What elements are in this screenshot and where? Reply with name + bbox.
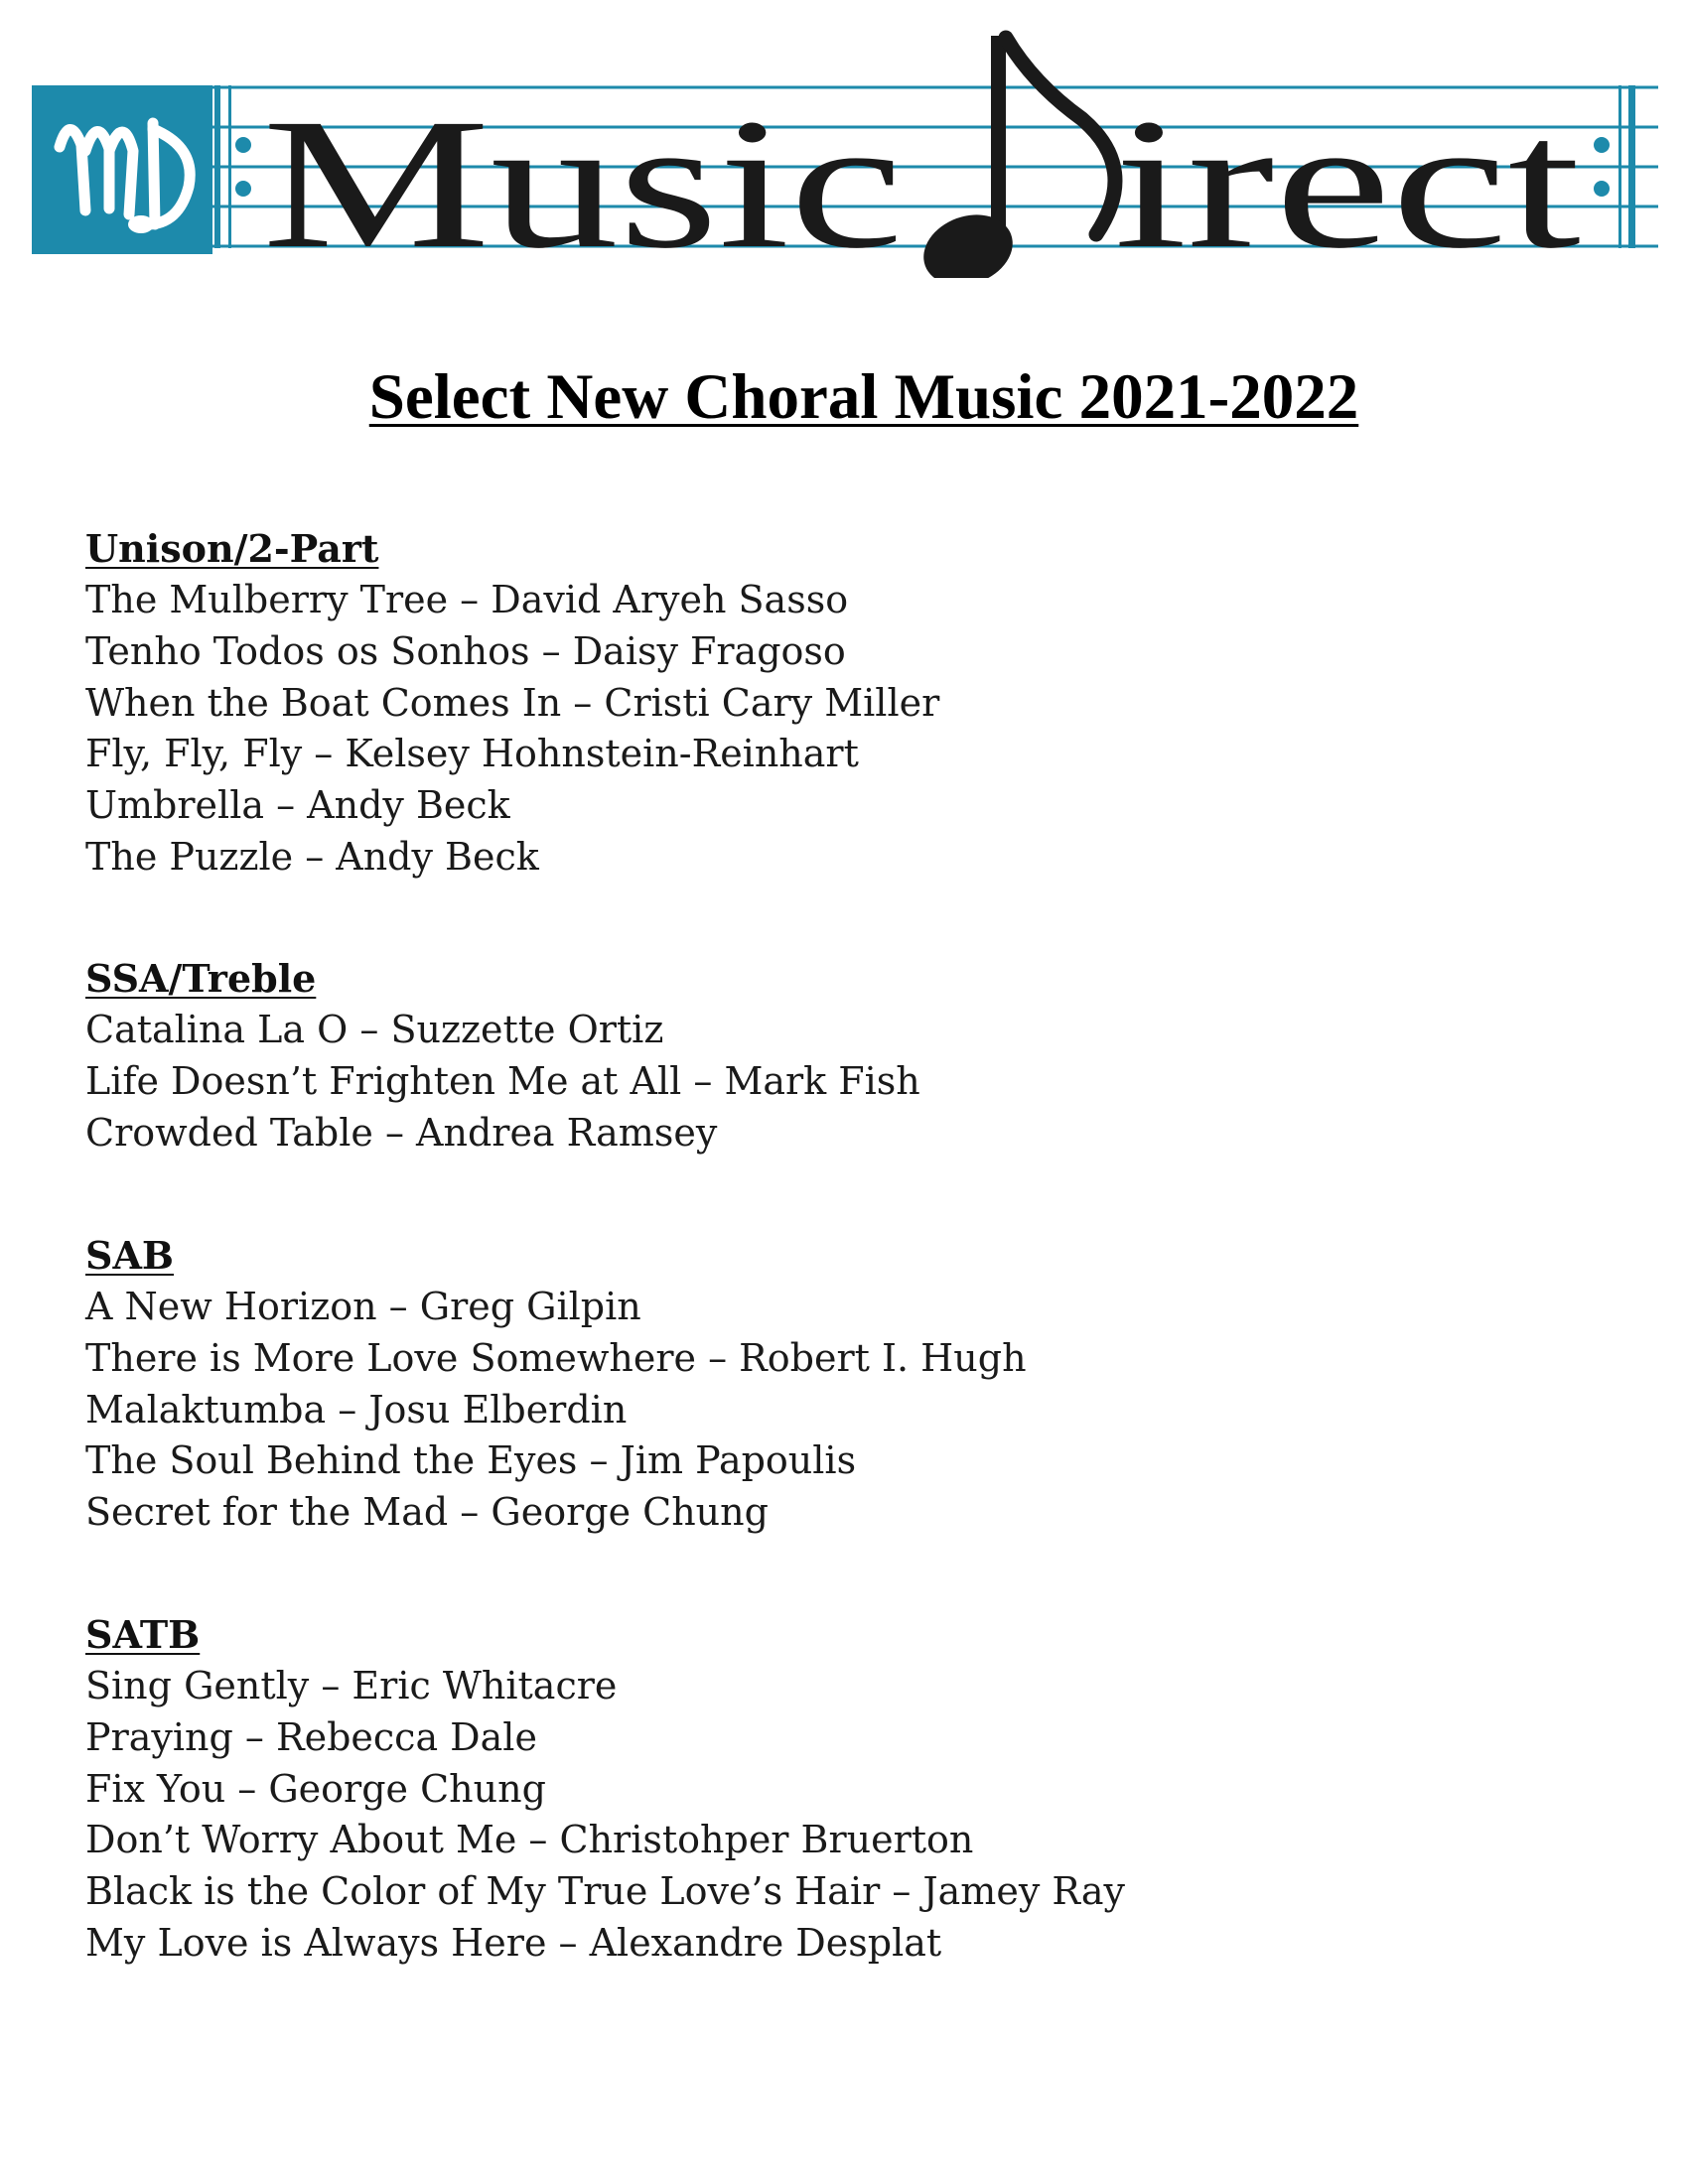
piece-list [85,575,1634,884]
section-ssa-treble [85,953,1634,1159]
section-heading: Unison/2-Part [85,526,379,571]
page-title: Select New Choral Music 2021-2022 [368,361,1359,433]
list-item: Malaktumba – Josu Elberdin [85,1387,628,1432]
list-item: My Love is Always Here – Alexandre Desplat [85,1920,942,1965]
list-item: Crowded Table – Andrea Ramsey [85,1110,718,1155]
list-item: Tenho Todos os Sonhos – Daisy Fragoso [85,628,846,673]
section-unison-2-part [85,523,1634,884]
section-heading: SATB [85,1612,201,1657]
list-item: Sing Gently – Eric Whitacre [85,1664,618,1707]
list-item: The Soul Behind the Eyes – Jim Papoulis [85,1438,857,1483]
piece-list [85,1005,1634,1159]
list-item: Don’t Worry About Me – Christohper Bruerton [85,1818,974,1862]
section-satb [85,1609,1634,1970]
list-item: Fly, Fly, Fly – Kelsey Hohnstein-Reinhart [85,732,859,776]
list-item: Life Doesn’t Frighten Me at All – Mark Fish [85,1058,920,1103]
list-item: Catalina La O – Suzzette Ortiz [85,1008,664,1051]
list-item: The Mulberry Tree – David Aryeh Sasso [85,578,849,621]
list-item: Umbrella – Andy Beck [85,783,510,828]
piece-list [85,1661,1634,1970]
section-heading: SAB [85,1233,175,1278]
wordmark-part-1: Music [262,79,904,278]
eighth-note-icon [914,36,1115,278]
list-item: Black is the Color of My True Love’s Hair – Jamey Ray [85,1869,1125,1914]
logo-graphic [30,30,1664,278]
list-item: Praying – Rebecca Dale [85,1714,537,1759]
music-direct-logo [30,30,1664,278]
list-item: The Puzzle – Andy Beck [85,834,539,879]
list-item: There is More Love Somewhere – Robert I. Hugh [85,1335,1027,1380]
list-item: Fix You – George Chung [85,1766,546,1811]
section-sab [85,1230,1634,1539]
section-heading: SSA/Treble [85,956,317,1001]
list-item: Secret for the Mad – George Chung [85,1490,769,1535]
piece-list [85,1282,1634,1539]
wordmark-part-2: irect [1114,79,1581,278]
list-item: When the Boat Comes In – Cristi Cary Miller [85,680,940,725]
list-item: A New Horizon – Greg Gilpin [85,1285,641,1328]
